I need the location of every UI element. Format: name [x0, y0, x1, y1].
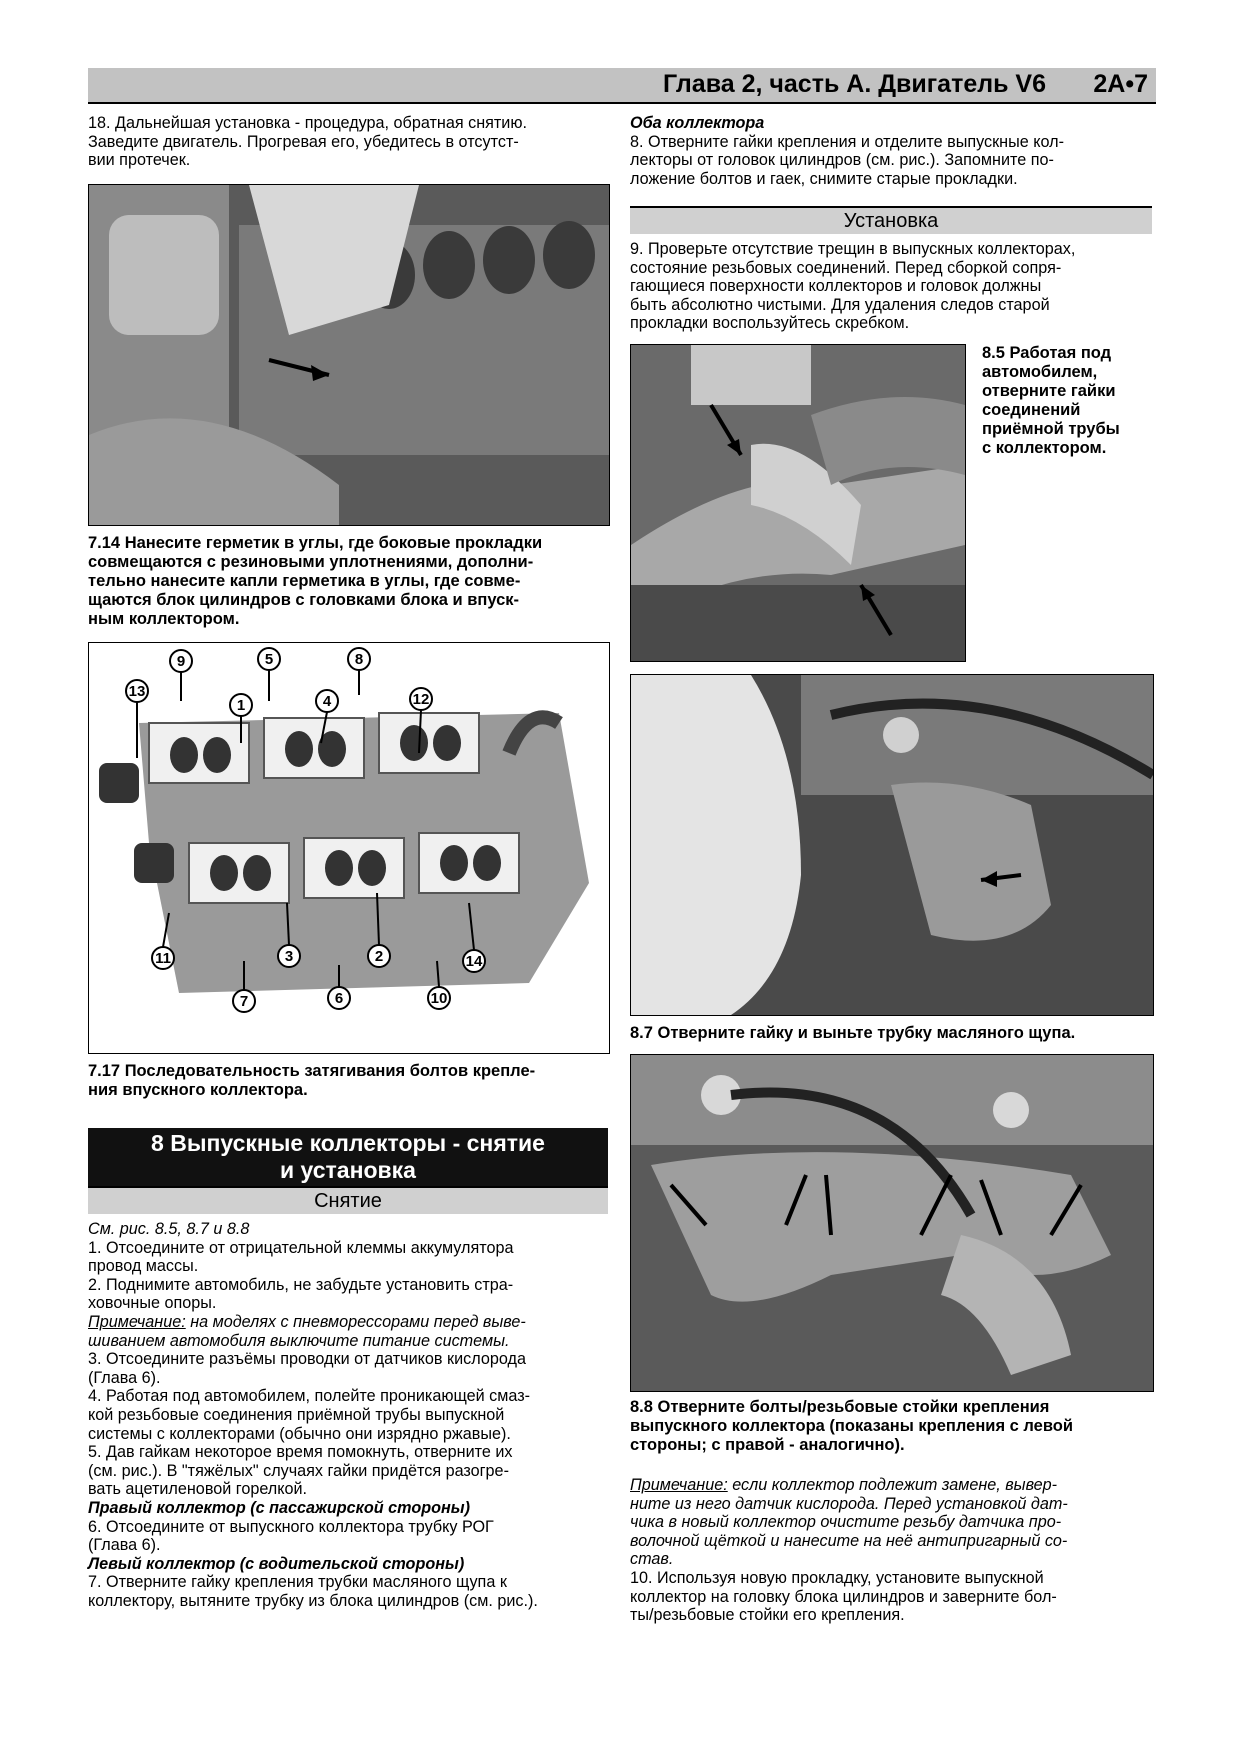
text-line: коллектору, вытяните трубку из блока цилиндров (см. рис.). [88, 1591, 538, 1610]
text-line: ховочные опоры. [88, 1294, 217, 1313]
caption-line: 7.17 Последовательность затягивания болтов крепле- [88, 1062, 536, 1080]
callout-1: 1 [236, 697, 246, 714]
text-line: 5. Дав гайкам некоторое время помокнуть, отверните их [88, 1443, 513, 1462]
text-line: 3. Отсоедините разъёмы проводки от датчиков кислорода [88, 1350, 526, 1369]
text-line: (см. рис.). В "тяжёлых" случаях гайки придётся разогре- [88, 1461, 509, 1480]
note-label: Примечание: [630, 1476, 728, 1494]
caption-line: щаются блок цилиндров с головками блока и впуск- [88, 591, 520, 609]
photo-8-5 [630, 344, 966, 662]
see-figures: См. рис. 8.5, 8.7 и 8.8 [88, 1220, 250, 1238]
note-text: если коллектор подлежит замене, вывер- [727, 1476, 1058, 1494]
both-manifolds [630, 114, 1152, 188]
photo-8-8 [630, 1054, 1154, 1392]
caption-line: с коллектором. [982, 439, 1107, 457]
note-text: ните из него датчик кислорода. Перед установкой дат- [630, 1494, 1068, 1513]
text-line: кой резьбовые соединения приёмной трубы выпускной [88, 1405, 505, 1424]
text-line: 4. Работая под автомобилем, полейте проникающей смаз- [88, 1387, 531, 1406]
left-manifold-heading: Левый коллектор (с водительской стороны) [88, 1554, 465, 1573]
text-line: коллектор на головку блока цилиндров и заверните бол- [630, 1587, 1057, 1606]
callout-11: 11 [155, 950, 171, 967]
callout-10: 10 [430, 990, 448, 1007]
note-text: став. [630, 1550, 674, 1569]
caption-line: 8.8 Отверните болты/резьбовые стойки крепления [630, 1398, 1050, 1416]
caption-8-8 [630, 1398, 1152, 1455]
caption-line: приёмной трубы [982, 420, 1120, 438]
text-line: 18. Дальнейшая установка - процедура, обратная снятию. [88, 114, 527, 132]
callout-9: 9 [176, 653, 186, 670]
caption-line: совмещаются с резиновыми уплотнениями, дополни- [88, 553, 534, 571]
caption-8-5 [982, 344, 1154, 458]
text-line: (Глава 6). [88, 1536, 161, 1555]
callout-4: 4 [322, 693, 332, 710]
callout-6: 6 [334, 990, 344, 1007]
both-manifolds-heading: Оба коллектора [630, 114, 765, 132]
step-9 [630, 240, 1152, 333]
page-header [88, 68, 1156, 104]
text-line: быть абсолютно чистыми. Для удаления следов старой [630, 295, 1050, 314]
caption-line: стороны; с правой - аналогично). [630, 1436, 905, 1454]
caption-line: ным коллектором. [88, 610, 240, 628]
text-line: 6. Отсоедините от выпускного коллектора трубку РОГ [88, 1517, 494, 1536]
section-8-title [88, 1128, 608, 1186]
text-line: 7. Отверните гайку крепления трубки масляного щупа к [88, 1573, 507, 1592]
caption-line: отверните гайки [982, 382, 1116, 400]
text-line: провод массы. [88, 1257, 199, 1276]
text-line: прокладки воспользуйтесь скребком. [630, 314, 910, 333]
right-manifold-heading: Правый коллектор (с пассажирской стороны) [88, 1498, 471, 1517]
section-title-line: и установка [280, 1157, 416, 1183]
text-line: вать ацетиленовой горелкой. [88, 1480, 308, 1499]
text-line: состояние резьбовых соединений. Перед сборкой сопря- [630, 258, 1062, 277]
removal-body [88, 1220, 608, 1610]
caption-7-17 [88, 1062, 608, 1100]
text-line: ложение болтов и гаек, снимите старые прокладки. [630, 169, 1018, 188]
step-18 [88, 114, 608, 170]
caption-line: автомобилем, [982, 363, 1098, 381]
callout-3: 3 [284, 948, 294, 965]
text-line: 10. Используя новую прокладку, установите выпускной [630, 1568, 1044, 1587]
right-bottom-text [630, 1476, 1152, 1625]
callout-12: 12 [412, 691, 430, 708]
note-label: Примечание: [88, 1312, 186, 1331]
caption-line: соединений [982, 401, 1081, 419]
photo-7-14 [88, 184, 610, 526]
note-text: чика в новый коллектор очистите резьбу датчика про- [630, 1513, 1062, 1532]
callout-5: 5 [264, 651, 274, 668]
caption-8-7: 8.7 Отверните гайку и выньте трубку масляного щупа. [630, 1024, 1076, 1042]
photo-7-17 [88, 642, 610, 1054]
note-text: на моделях с пневморессорами перед выве- [185, 1312, 526, 1331]
chapter-title: Глава 2, часть А. Двигатель V6 [662, 70, 1046, 98]
text-line: 9. Проверьте отсутствие трещин в выпускных коллекторах, [630, 240, 1076, 258]
text-line: системы с коллекторами (обычно они изрядно ржавые). [88, 1424, 511, 1443]
installation-heading: Установка [630, 206, 1152, 234]
callout-7: 7 [239, 993, 249, 1010]
callout-2: 2 [374, 948, 384, 965]
note-text: шиванием автомобиля выключите питание системы. [88, 1331, 510, 1350]
callout-13: 13 [128, 683, 146, 700]
caption-line: 8.5 Работая под [982, 344, 1112, 362]
text-line: ты/резьбовые стойки его крепления. [630, 1606, 905, 1625]
removal-heading: Снятие [88, 1186, 608, 1214]
caption-line: выпускного коллектора (показаны крепления с левой [630, 1417, 1074, 1435]
callout-8: 8 [354, 651, 364, 668]
note-text: волочной щёткой и нанесите на неё антипригарный со- [630, 1531, 1068, 1550]
caption-line: 7.14 Нанесите герметик в углы, где боковые прокладки [88, 534, 543, 552]
text-line: 2. Поднимите автомобиль, не забудьте установить стра- [88, 1275, 514, 1294]
section-title-line: 8 Выпускные коллекторы - снятие [151, 1130, 545, 1156]
caption-7-14 [88, 534, 608, 629]
text-line: гающиеся поверхности коллекторов и головок должны [630, 277, 1042, 296]
text-line: (Глава 6). [88, 1368, 161, 1387]
page-number: 2A•7 [1093, 70, 1148, 98]
text-line: 8. Отверните гайки крепления и отделите выпускные кол- [630, 132, 1065, 151]
caption-line: ния впускного коллектора. [88, 1081, 308, 1099]
text-line: вии протечек. [88, 151, 191, 170]
caption-line: тельно нанесите капли герметика в углы, где совме- [88, 572, 521, 590]
photo-8-7 [630, 674, 1154, 1016]
text-line: Заведите двигатель. Прогревая его, убедитесь в отсутст- [88, 132, 519, 151]
callout-14: 14 [465, 953, 483, 970]
text-line: лекторы от головок цилиндров (см. рис.). Запомните по- [630, 151, 1054, 170]
text-line: 1. Отсоедините от отрицательной клеммы аккумулятора [88, 1238, 514, 1257]
